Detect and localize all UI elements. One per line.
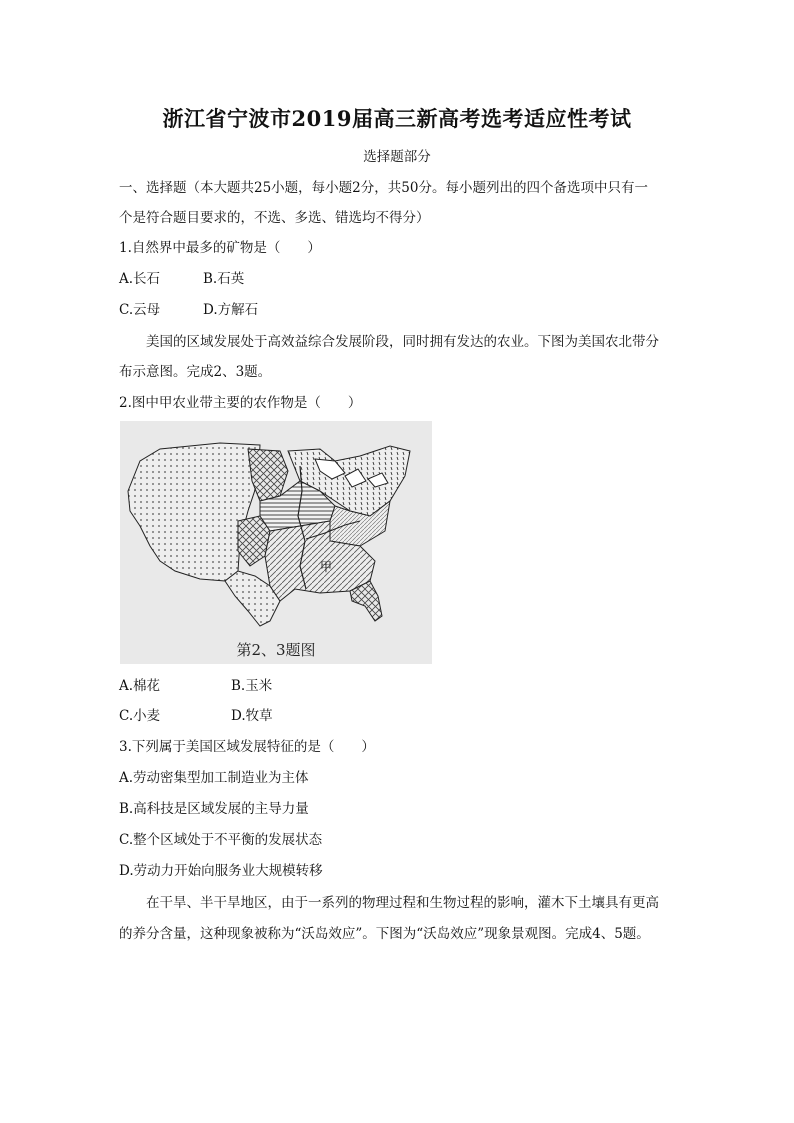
section-instructions-line2: 个是符合题目要求的，不选、多选、错选均不得分） [119, 210, 430, 226]
page-title: 浙江省宁波市2019届高三新高考选考适应性考试 [162, 106, 632, 131]
passage1-line2: 布示意图。完成2、3题。 [119, 364, 272, 380]
map-drawing [120, 421, 432, 664]
q1-option-c: C.云母 [119, 302, 161, 318]
q1-stem: 1.自然界中最多的矿物是（ ） [119, 240, 321, 256]
map-label-jia: 甲 [320, 560, 333, 574]
q3-stem: 3.下列属于美国区域发展特征的是（ ） [119, 739, 375, 755]
section-instructions-line1: 一、选择题（本大题共25小题，每小题2分，共50分。每小题列出的四个备选项中只有一 [119, 180, 648, 196]
q3-option-a: A.劳动密集型加工制造业为主体 [119, 770, 309, 786]
q2-option-c: C.小麦 [119, 708, 161, 724]
q2-option-a: A.棉花 [119, 678, 161, 694]
q2-option-d: D.牧草 [231, 708, 273, 724]
q1-option-d: D.方解石 [203, 302, 259, 318]
passage2-line2: 的养分含量，这种现象被称为“沃岛效应”。下图为“沃岛效应”现象景观图。完成4、5题。 [119, 926, 650, 942]
us-agriculture-belt-map [120, 421, 432, 664]
q3-option-d: D.劳动力开始向服务业大规模转移 [119, 863, 323, 879]
passage1-line1: 美国的区域发展处于高效益综合发展阶段，同时拥有发达的农业。下图为美国农北带分 [146, 334, 659, 350]
west-region [128, 443, 260, 581]
q1-option-a: A.长石 [119, 271, 161, 287]
passage2-line1: 在干旱、半干旱地区，由于一系列的物理过程和生物过程的影响，灌木下土壤具有更高 [146, 895, 659, 911]
q2-stem: 2.图中甲农业带主要的农作物是（ ） [119, 395, 362, 411]
q3-option-c: C.整个区域处于不平衡的发展状态 [119, 832, 323, 848]
map-caption: 第2、3题图 [236, 641, 316, 659]
section-subtitle: 选择题部分 [363, 149, 431, 165]
q2-option-b: B.玉米 [231, 678, 273, 694]
q3-option-b: B.高科技是区域发展的主导力量 [119, 801, 309, 817]
q1-option-b: B.石英 [203, 271, 245, 287]
